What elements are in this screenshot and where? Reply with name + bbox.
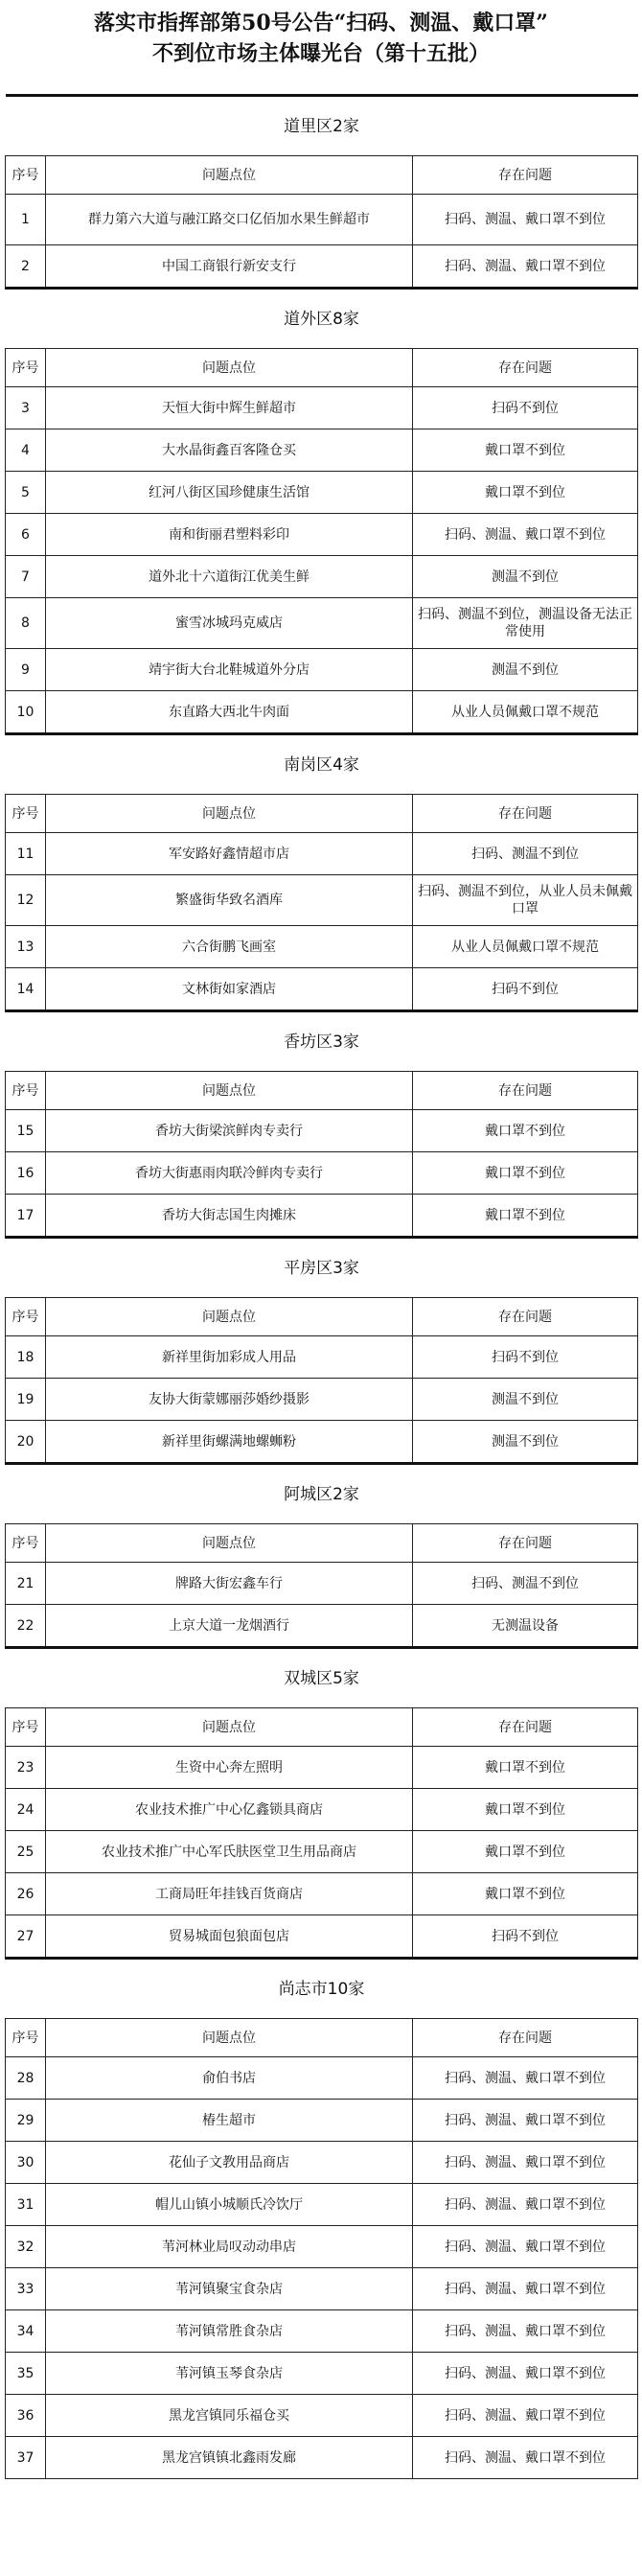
table-row: [6, 1379, 638, 1421]
district-header-row: [6, 1238, 638, 1298]
row-problem: 扫码、测温、戴口罩不到位: [413, 245, 638, 289]
table-row: [6, 1873, 638, 1915]
row-problem: 测温不到位: [413, 649, 638, 691]
row-place: 贸易城面包狼面包店: [46, 1915, 413, 1959]
table-row: [6, 2057, 638, 2100]
row-number: 19: [6, 1379, 46, 1421]
row-place: 花仙子文教用品商店: [46, 2142, 413, 2184]
column-header-row: [6, 1524, 638, 1563]
column-header-num: 序号: [6, 1072, 46, 1110]
row-problem: 扫码、测温、戴口罩不到位: [413, 2310, 638, 2353]
table-row: [6, 968, 638, 1011]
table-row: [6, 1789, 638, 1831]
row-place: 牌路大街宏鑫车行: [46, 1563, 413, 1605]
row-problem: 戴口罩不到位: [413, 472, 638, 514]
row-number: 27: [6, 1915, 46, 1959]
column-header-num: 序号: [6, 156, 46, 195]
column-header-num: 序号: [6, 795, 46, 833]
table-row: [6, 598, 638, 649]
column-header-problem: 存在问题: [413, 156, 638, 195]
column-header-problem: 存在问题: [413, 349, 638, 387]
row-number: 13: [6, 926, 46, 968]
district-header-row: [6, 734, 638, 795]
table-row: [6, 2395, 638, 2437]
table-row: [6, 1152, 638, 1195]
row-place: 黑龙宫镇同乐福仓买: [46, 2395, 413, 2437]
row-number: 32: [6, 2226, 46, 2268]
row-problem: 扫码、测温不到位，测温设备无法正常使用: [413, 598, 638, 649]
column-header-row: [6, 795, 638, 833]
row-problem: 扫码、测温、戴口罩不到位: [413, 2057, 638, 2100]
table-row: [6, 2268, 638, 2310]
row-problem: 扫码、测温、戴口罩不到位: [413, 514, 638, 556]
row-place: 红河八街区国珍健康生活馆: [46, 472, 413, 514]
row-place: 群力第六大道与融江路交口亿佰加水果生鲜超市: [46, 195, 413, 245]
row-place: 新祥里街加彩成人用品: [46, 1336, 413, 1379]
row-problem: 戴口罩不到位: [413, 1152, 638, 1195]
row-place: 中国工商银行新安支行: [46, 245, 413, 289]
column-header-num: 序号: [6, 1298, 46, 1336]
table-row: [6, 429, 638, 472]
row-number: 24: [6, 1789, 46, 1831]
row-place: 帽儿山镇小城顺氏冷饮厅: [46, 2184, 413, 2226]
table-row: [6, 2353, 638, 2395]
row-problem: 戴口罩不到位: [413, 429, 638, 472]
row-problem: 扫码、测温、戴口罩不到位: [413, 2353, 638, 2395]
row-number: 26: [6, 1873, 46, 1915]
table-row: [6, 691, 638, 734]
row-number: 14: [6, 968, 46, 1011]
row-place: 南和街丽君塑料彩印: [46, 514, 413, 556]
row-place: 黑龙宫镇镇北鑫雨发廊: [46, 2437, 413, 2479]
row-place: 香坊大街志国生肉摊床: [46, 1195, 413, 1238]
row-number: 31: [6, 2184, 46, 2226]
table-row: [6, 2184, 638, 2226]
row-number: 20: [6, 1421, 46, 1464]
row-number: 5: [6, 472, 46, 514]
row-problem: 扫码、测温、戴口罩不到位: [413, 2268, 638, 2310]
row-problem: 戴口罩不到位: [413, 1110, 638, 1152]
row-problem: 扫码、测温不到位，从业人员未佩戴口罩: [413, 875, 638, 926]
column-header-num: 序号: [6, 1708, 46, 1747]
table-row: [6, 1915, 638, 1959]
row-number: 9: [6, 649, 46, 691]
district-header-row: [6, 289, 638, 349]
row-problem: 从业人员佩戴口罩不规范: [413, 691, 638, 734]
district-header-row: [6, 1464, 638, 1524]
row-number: 36: [6, 2395, 46, 2437]
table-row: [6, 1336, 638, 1379]
row-problem: 扫码、测温、戴口罩不到位: [413, 2437, 638, 2479]
row-place: 香坊大街梁滨鲜肉专卖行: [46, 1110, 413, 1152]
district-header-row: [6, 1011, 638, 1072]
row-problem: 戴口罩不到位: [413, 1789, 638, 1831]
exposure-table-container: [5, 94, 637, 2479]
row-number: 18: [6, 1336, 46, 1379]
row-number: 10: [6, 691, 46, 734]
row-place: 生资中心奔左照明: [46, 1747, 413, 1789]
district-name: 尚志市10家: [6, 1959, 638, 2019]
row-place: 苇河林业局叹动动串店: [46, 2226, 413, 2268]
row-place: 繁盛街华致名酒库: [46, 875, 413, 926]
column-header-place: 问题点位: [46, 1298, 413, 1336]
row-problem: 扫码、测温不到位: [413, 1563, 638, 1605]
row-problem: 无测温设备: [413, 1605, 638, 1648]
page-title: [0, 0, 642, 81]
row-place: 香坊大街惠雨肉联冷鲜肉专卖行: [46, 1152, 413, 1195]
table-row: [6, 387, 638, 429]
row-place: 新祥里街螺满地螺蛳粉: [46, 1421, 413, 1464]
exposure-table-body: [6, 96, 638, 2479]
table-row: [6, 1110, 638, 1152]
column-header-place: 问题点位: [46, 2019, 413, 2057]
row-place: 靖宇街大台北鞋城道外分店: [46, 649, 413, 691]
row-number: 34: [6, 2310, 46, 2353]
row-place: 苇河镇玉琴食杂店: [46, 2353, 413, 2395]
row-problem: 戴口罩不到位: [413, 1747, 638, 1789]
table-row: [6, 1831, 638, 1873]
row-number: 6: [6, 514, 46, 556]
column-header-num: 序号: [6, 2019, 46, 2057]
row-place: 苇河镇常胜食杂店: [46, 2310, 413, 2353]
table-row: [6, 556, 638, 598]
column-header-row: [6, 1708, 638, 1747]
row-problem: 扫码、测温、戴口罩不到位: [413, 2184, 638, 2226]
row-place: 六合街鹏飞画室: [46, 926, 413, 968]
exposure-table: [5, 94, 638, 2479]
table-row: [6, 2142, 638, 2184]
column-header-num: 序号: [6, 1524, 46, 1563]
row-place: 工商局旺年挂钱百货商店: [46, 1873, 413, 1915]
row-place: 苇河镇聚宝食杂店: [46, 2268, 413, 2310]
table-row: [6, 1605, 638, 1648]
column-header-row: [6, 1298, 638, 1336]
district-name: 阿城区2家: [6, 1464, 638, 1524]
row-place: 天恒大街中辉生鲜超市: [46, 387, 413, 429]
row-place: 友协大街蒙娜丽莎婚纱摄影: [46, 1379, 413, 1421]
column-header-problem: 存在问题: [413, 1524, 638, 1563]
column-header-row: [6, 349, 638, 387]
row-place: 俞伯书店: [46, 2057, 413, 2100]
district-name: 道外区8家: [6, 289, 638, 349]
row-problem: 扫码、测温、戴口罩不到位: [413, 2100, 638, 2142]
row-place: 农业技术推广中心亿鑫锁具商店: [46, 1789, 413, 1831]
row-place: 上京大道一龙烟酒行: [46, 1605, 413, 1648]
row-problem: 扫码、测温、戴口罩不到位: [413, 2226, 638, 2268]
column-header-problem: 存在问题: [413, 795, 638, 833]
table-row: [6, 245, 638, 289]
row-problem: 测温不到位: [413, 1379, 638, 1421]
column-header-problem: 存在问题: [413, 1708, 638, 1747]
column-header-num: 序号: [6, 349, 46, 387]
row-number: 22: [6, 1605, 46, 1648]
row-place: 大水晶街鑫百客隆仓买: [46, 429, 413, 472]
column-header-problem: 存在问题: [413, 2019, 638, 2057]
row-number: 12: [6, 875, 46, 926]
row-place: 军安路好鑫情超市店: [46, 833, 413, 875]
table-row: [6, 1563, 638, 1605]
row-number: 15: [6, 1110, 46, 1152]
column-header-problem: 存在问题: [413, 1072, 638, 1110]
column-header-problem: 存在问题: [413, 1298, 638, 1336]
row-number: 25: [6, 1831, 46, 1873]
district-header-row: [6, 1648, 638, 1708]
column-header-place: 问题点位: [46, 795, 413, 833]
district-name: 香坊区3家: [6, 1011, 638, 1072]
row-number: 23: [6, 1747, 46, 1789]
table-row: [6, 472, 638, 514]
row-number: 29: [6, 2100, 46, 2142]
district-header-row: [6, 1959, 638, 2019]
table-row: [6, 195, 638, 245]
row-number: 30: [6, 2142, 46, 2184]
row-number: 3: [6, 387, 46, 429]
row-problem: 扫码、测温不到位: [413, 833, 638, 875]
column-header-place: 问题点位: [46, 1708, 413, 1747]
row-problem: 扫码、测温、戴口罩不到位: [413, 2142, 638, 2184]
table-row: [6, 649, 638, 691]
column-header-row: [6, 1072, 638, 1110]
table-row: [6, 514, 638, 556]
row-problem: 扫码不到位: [413, 1915, 638, 1959]
table-row: [6, 1195, 638, 1238]
row-problem: 戴口罩不到位: [413, 1831, 638, 1873]
row-number: 33: [6, 2268, 46, 2310]
row-place: 椿生超市: [46, 2100, 413, 2142]
title-line-1: 落实市指挥部第50号公告“扫码、测温、戴口罩”: [94, 11, 548, 35]
district-name: 平房区3家: [6, 1238, 638, 1298]
row-number: 21: [6, 1563, 46, 1605]
row-number: 7: [6, 556, 46, 598]
row-place: 东直路大西北牛肉面: [46, 691, 413, 734]
row-problem: 扫码不到位: [413, 968, 638, 1011]
table-row: [6, 926, 638, 968]
table-row: [6, 2226, 638, 2268]
row-number: 17: [6, 1195, 46, 1238]
row-number: 8: [6, 598, 46, 649]
table-row: [6, 2100, 638, 2142]
row-number: 16: [6, 1152, 46, 1195]
row-number: 1: [6, 195, 46, 245]
row-problem: 扫码不到位: [413, 1336, 638, 1379]
district-name: 双城区5家: [6, 1648, 638, 1708]
row-problem: 测温不到位: [413, 1421, 638, 1464]
row-problem: 扫码不到位: [413, 387, 638, 429]
table-row: [6, 1421, 638, 1464]
table-row: [6, 875, 638, 926]
district-name: 南岗区4家: [6, 734, 638, 795]
row-problem: 测温不到位: [413, 556, 638, 598]
column-header-place: 问题点位: [46, 1072, 413, 1110]
row-problem: 扫码、测温、戴口罩不到位: [413, 2395, 638, 2437]
column-header-place: 问题点位: [46, 1524, 413, 1563]
title-line-2: 不到位市场主体曝光台（第十五批）: [151, 41, 490, 66]
column-header-place: 问题点位: [46, 349, 413, 387]
table-row: [6, 2310, 638, 2353]
row-place: 农业技术推广中心军氏肤医堂卫生用品商店: [46, 1831, 413, 1873]
table-row: [6, 833, 638, 875]
row-place: 蜜雪冰城玛克威店: [46, 598, 413, 649]
row-place: 文林街如家酒店: [46, 968, 413, 1011]
district-name: 道里区2家: [6, 96, 638, 156]
district-header-row: [6, 96, 638, 156]
row-number: 2: [6, 245, 46, 289]
row-problem: 戴口罩不到位: [413, 1873, 638, 1915]
row-problem: 扫码、测温、戴口罩不到位: [413, 195, 638, 245]
row-place: 道外北十六道街江优美生鲜: [46, 556, 413, 598]
row-problem: 戴口罩不到位: [413, 1195, 638, 1238]
row-number: 28: [6, 2057, 46, 2100]
column-header-place: 问题点位: [46, 156, 413, 195]
table-row: [6, 2437, 638, 2479]
column-header-row: [6, 2019, 638, 2057]
row-number: 37: [6, 2437, 46, 2479]
row-number: 35: [6, 2353, 46, 2395]
row-number: 11: [6, 833, 46, 875]
row-problem: 从业人员佩戴口罩不规范: [413, 926, 638, 968]
column-header-row: [6, 156, 638, 195]
table-row: [6, 1747, 638, 1789]
row-number: 4: [6, 429, 46, 472]
